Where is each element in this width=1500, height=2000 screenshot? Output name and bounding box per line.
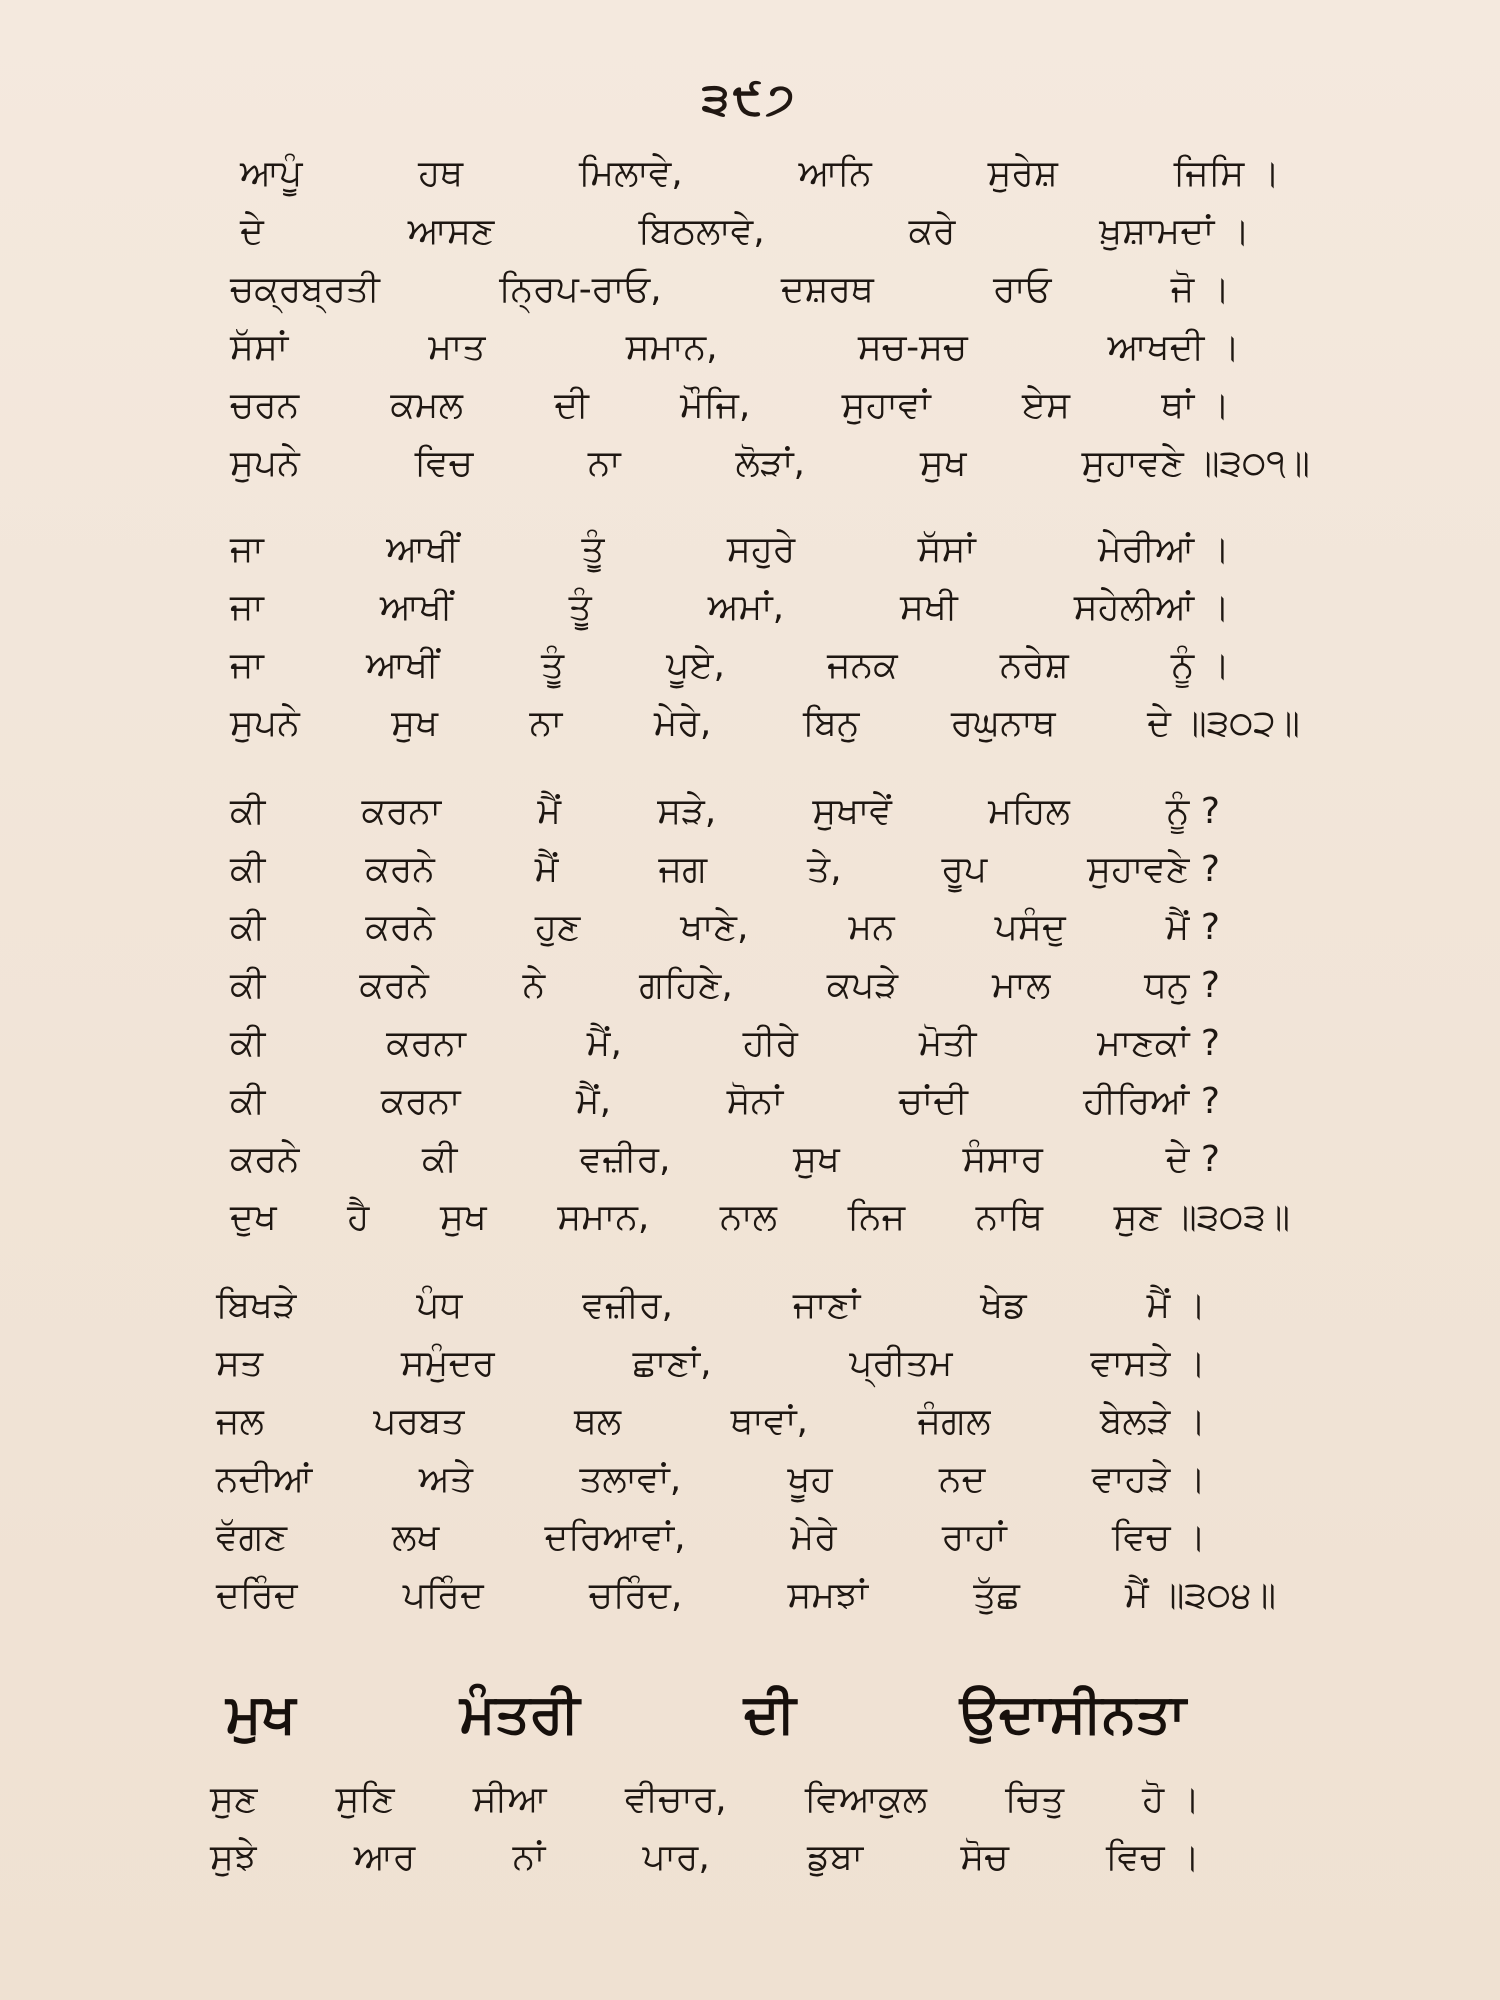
verse-line: [216, 1400, 1206, 1444]
verse-word: ਨੂੰ ।: [1170, 645, 1230, 686]
verse-word: ਕੀ: [230, 907, 266, 948]
verse-word: ਹੁਣ: [534, 907, 581, 948]
verse-word: ਕਮਲ: [390, 385, 463, 426]
verse-word: ਆਖੀਂ: [366, 645, 439, 686]
verse-word: ਪਸੰਦੁ: [994, 907, 1066, 948]
verse-word: ਜੋ ।: [1170, 269, 1230, 310]
verse-word: ਵਿਚ: [414, 443, 473, 484]
verse-word: ਕਰਨਾ: [386, 1023, 466, 1064]
verse-word: ਤੁੱਛ: [973, 1575, 1020, 1616]
verse-word: ਕਰਨਾ: [361, 791, 442, 832]
verse-word: ਛਾਣਾਂ,: [632, 1343, 712, 1384]
verse-word: ਮਨ: [848, 907, 895, 948]
verse-word: ਨਰੇਸ਼: [999, 645, 1069, 686]
verse-word: ਧਨੁ ?: [1144, 965, 1220, 1006]
verse-word: ਆਖਦੀ ।: [1107, 327, 1240, 368]
verse-word: ਮੋਤੀ: [918, 1023, 977, 1064]
verse-word: ਚਕ੍ਰਬ੍ਰਤੀ: [230, 269, 380, 310]
verse-word: ਕਰਨੇ: [365, 907, 435, 948]
verse-word: ਜਾਣਾਂ: [792, 1285, 861, 1326]
verse-word: ਵੱਗਣ: [216, 1517, 288, 1558]
verse-word: ਨਾਥਿ: [975, 1197, 1044, 1238]
verse-word: ਸੋਚ: [960, 1837, 1009, 1878]
verse-word: ਮੇਰੀਆਂ ।: [1098, 529, 1230, 570]
verse-line: [230, 442, 1310, 486]
verse-line: [230, 384, 1230, 428]
verse-word: ਏਸ: [1022, 385, 1070, 426]
verse-word: ਨਿਜ: [847, 1197, 906, 1238]
verse-line: [230, 790, 1220, 834]
verse-word: ਪਰਿੰਦ: [402, 1575, 484, 1616]
verse-word: ਨਦ: [939, 1459, 986, 1500]
verse-word: ਜਗ: [658, 849, 708, 890]
verse-word: ਮੇਰੇ: [790, 1517, 837, 1558]
verse-line: [240, 210, 1250, 254]
verse-word: ਤੇ,: [807, 849, 842, 890]
verse-word: ਸੀਆ: [472, 1779, 547, 1820]
verse-word: ਕਰਨੇ: [365, 849, 435, 890]
verse-word: ਸਹੇਲੀਆਂ ।: [1073, 587, 1230, 628]
verse-line: [210, 1778, 1200, 1822]
verse-word: ਆਨਿ: [798, 153, 872, 194]
verse-word: ਸੁਹਾਵਣੇ ॥੩੦੧॥: [1081, 443, 1310, 484]
verse-word: ਪੰਧ: [416, 1285, 463, 1326]
verse-word: ਜਿਸਿ ।: [1173, 153, 1280, 194]
verse-line: [230, 964, 1220, 1008]
verse-word: ਸੜੇ,: [657, 791, 717, 832]
verse-word: ਰਘੁਨਾਥ: [950, 703, 1056, 744]
verse-word: ਕੀ: [230, 1081, 266, 1122]
verse-word: ਆਖੀਂ: [386, 529, 460, 570]
verse-word: ਕਪੜੇ: [826, 965, 899, 1006]
verse-line: [230, 1022, 1220, 1066]
verse-word: ਨਾ: [529, 703, 563, 744]
verse-word: ਮਿਲਾਵੇ,: [578, 153, 683, 194]
verse-word: ਮੈਂ: [534, 849, 559, 890]
verse-word: ਡੁਬਾ: [806, 1837, 864, 1878]
section-heading: [226, 1680, 1186, 1748]
verse-word: ਸੁਝੇ: [210, 1837, 257, 1878]
verse-word: ਜੰਗਲ: [917, 1401, 991, 1442]
verse-word: ਸੁਣਿ: [335, 1779, 395, 1820]
verse-word: ਨਾ: [587, 443, 621, 484]
verse-word: ਵਿਚ ।: [1105, 1837, 1200, 1878]
verse-word: ਆਸਣ: [407, 211, 495, 252]
verse-word: ਮੈਂ,: [586, 1023, 622, 1064]
verse-word: ਲਖ: [392, 1517, 440, 1558]
verse-word: ਜਾ: [230, 587, 264, 628]
verse-line: [240, 152, 1280, 196]
verse-word: ਪ੍ਰੀਤਮ: [849, 1343, 953, 1384]
verse-word: ਪਾਰ,: [642, 1837, 710, 1878]
verse-word: ਤੂੰ: [541, 645, 565, 686]
verse-word: ਖੇਡ: [980, 1285, 1027, 1326]
verse-word: ਕੀ: [230, 1023, 266, 1064]
verse-word: ਮੈਂ: [537, 791, 562, 832]
verse-word: ਤੂੰ: [581, 529, 605, 570]
verse-word: ਸਚ-ਸਚ: [857, 327, 968, 368]
verse-word: ਰਾਓ: [993, 269, 1052, 310]
verse-word: ਹਥ: [418, 153, 464, 194]
verse-word: ਸੁਖਾਵੇਂ: [812, 791, 892, 832]
verse-word: ਸੁਣ: [210, 1779, 258, 1820]
verse-word: ਸਤ: [216, 1343, 264, 1384]
verse-word: ਨੂੰ ?: [1166, 791, 1220, 832]
heading-word: ਮੁਖ: [226, 1682, 296, 1745]
verse-word: ਥਾਵਾਂ,: [730, 1401, 808, 1442]
verse-word: ਦਸ਼ਰਥ: [780, 269, 874, 310]
verse-word: ਮਾਤ: [428, 327, 486, 368]
verse-word: ਸੁਹਾਵਣੇ ?: [1087, 849, 1220, 890]
verse-word: ਮਾਣਕਾਂ ?: [1097, 1023, 1220, 1064]
verse-line: [216, 1284, 1206, 1328]
heading-word: ਉਦਾਸੀਨਤਾ: [959, 1682, 1186, 1745]
verse-word: ਹੋ ।: [1142, 1779, 1200, 1820]
verse-word: ਚਰਨ: [230, 385, 300, 426]
verse-word: ਸਮਾਨ,: [557, 1197, 650, 1238]
verse-word: ਰੂਪ: [941, 849, 988, 890]
verse-word: ਵਿਆਕੁਲ: [804, 1779, 927, 1820]
verse-word: ਸੋਨਾਂ: [726, 1081, 784, 1122]
verse-word: ਸਮਝਾਂ: [787, 1575, 869, 1616]
verse-word: ਕਰਨੇ: [359, 965, 429, 1006]
verse-line: [230, 528, 1230, 572]
heading-word: ਦੀ: [743, 1682, 796, 1745]
page-number: ੩੯੭: [701, 74, 799, 125]
verse-word: ਸੁਹਾਵਾਂ: [841, 385, 931, 426]
verse-word: ਮੈਂ ।: [1146, 1285, 1206, 1326]
verse-word: ਗਹਿਣੇ,: [639, 965, 733, 1006]
verse-word: ਮੈਂ,: [575, 1081, 612, 1122]
verse-word: ਖੂਹ: [787, 1459, 833, 1500]
verse-line: [230, 326, 1240, 370]
verse-word: ਸੁਖ: [439, 1197, 487, 1238]
verse-word: ਨਦੀਆਂ: [216, 1459, 313, 1500]
verse-word: ਬਿਨੁ: [802, 703, 860, 744]
verse-word: ਅਮਾਂ,: [707, 587, 785, 628]
verse-word: ਮਹਿਲ: [988, 791, 1070, 832]
verse-word: ਸੁਖ: [919, 443, 967, 484]
verse-line: [210, 1836, 1200, 1880]
verse-word: ਜਾ: [230, 645, 264, 686]
verse-word: ਸੱਸਾਂ: [917, 529, 976, 570]
verse-word: ਵਾਸਤੇ ।: [1090, 1343, 1206, 1384]
verse-word: ਪੂਏ,: [666, 645, 725, 686]
verse-line: [230, 848, 1220, 892]
verse-word: ਦੁਖ: [230, 1197, 277, 1238]
verse-word: ਬਿਖੜੇ: [216, 1285, 297, 1326]
verse-word: ਮੈਂ ॥੩੦੪॥: [1125, 1575, 1276, 1616]
verse-word: ਹੀਰਿਆਂ ?: [1083, 1081, 1220, 1122]
verse-word: ਮੇਰੇ,: [653, 703, 712, 744]
verse-line: [230, 586, 1230, 630]
verse-word: ਸੁਪਨੇ: [230, 443, 300, 484]
verse-word: ਆਖੀਂ: [379, 587, 453, 628]
verse-word: ਮੈਂ ?: [1165, 907, 1220, 948]
verse-word: ਮਾਲ: [991, 965, 1051, 1006]
verse-word: ਦਰਿੰਦ: [216, 1575, 298, 1616]
verse-word: ਜਨਕ: [827, 645, 898, 686]
verse-word: ਨੇ: [522, 965, 546, 1006]
verse-word: ਦੇ: [240, 211, 264, 252]
verse-word: ਸੁਖ: [391, 703, 439, 744]
verse-word: ਵਿਚ ।: [1111, 1517, 1206, 1558]
verse-word: ਕੀ: [230, 965, 266, 1006]
verse-word: ਚਰਿੰਦ,: [588, 1575, 683, 1616]
verse-word: ਬਿਠਲਾਵੇ,: [638, 211, 765, 252]
verse-word: ਕਰਨਾ: [380, 1081, 461, 1122]
verse-word: ਕੀ: [230, 849, 266, 890]
verse-word: ਦੇ ?: [1165, 1139, 1220, 1180]
verse-word: ਮੌਜਿ,: [680, 385, 751, 426]
verse-word: ਪਰਬਤ: [373, 1401, 465, 1442]
verse-word: ਸੁਖ: [793, 1139, 840, 1180]
verse-word: ਚਿਤੁ: [1005, 1779, 1064, 1820]
verse-line: [230, 1080, 1220, 1124]
verse-word: ਨ੍ਰਿਪ-ਰਾਓ,: [499, 269, 662, 310]
verse-word: ਵਜ਼ੀਰ,: [579, 1139, 671, 1180]
verse-word: ਸੱਸਾਂ: [230, 327, 289, 368]
verse-word: ਵਾਹੜੇ ।: [1091, 1459, 1206, 1500]
verse-line: [216, 1458, 1206, 1502]
verse-word: ਵਜ਼ੀਰ,: [582, 1285, 673, 1326]
verse-word: ਨਾਲ: [719, 1197, 777, 1238]
verse-word: ਸਮੁੰਦਰ: [400, 1343, 495, 1384]
verse-word: ਤਲਾਵਾਂ,: [579, 1459, 682, 1500]
verse-word: ਸੁਣ ॥੩੦੩॥: [1113, 1197, 1290, 1238]
verse-word: ਆਪੂੰ: [240, 153, 303, 194]
verse-line: [230, 1196, 1290, 1240]
verse-line: [216, 1574, 1276, 1618]
verse-word: ਬੇਲੜੇ ।: [1099, 1401, 1206, 1442]
verse-word: ਥਾਂ ।: [1161, 385, 1230, 426]
verse-word: ਸਹੁਰੇ: [726, 529, 796, 570]
verse-line: [230, 644, 1230, 688]
verse-word: ਦੇ ॥੩੦੨॥: [1147, 703, 1300, 744]
verse-word: ਹੀਰੇ: [742, 1023, 798, 1064]
verse-word: ਸੰਸਾਰ: [962, 1139, 1044, 1180]
verse-word: ਸੁਪਨੇ: [230, 703, 300, 744]
verse-word: ਦੀ: [554, 385, 589, 426]
verse-word: ਸਖੀ: [900, 587, 958, 628]
verse-word: ਥਲ: [573, 1401, 622, 1442]
verse-word: ਅਤੇ: [418, 1459, 473, 1500]
verse-word: ਹੈ: [347, 1197, 370, 1238]
verse-word: ਕੀ: [421, 1139, 458, 1180]
verse-line: [230, 702, 1300, 746]
verse-line: [230, 1138, 1220, 1182]
verse-line: [230, 268, 1230, 312]
verse-word: ਚਾਂਦੀ: [898, 1081, 968, 1122]
verse-word: ਖਾਣੇ,: [680, 907, 749, 948]
verse-word: ਕਰੇ: [908, 211, 956, 252]
verse-word: ਨਾਂ: [512, 1837, 546, 1878]
verse-word: ਜਲ: [216, 1401, 264, 1442]
verse-word: ਜਾ: [230, 529, 264, 570]
verse-word: ਲੋੜਾਂ,: [735, 443, 805, 484]
verse-line: [216, 1516, 1206, 1560]
heading-word: ਮੰਤਰੀ: [459, 1682, 580, 1745]
verse-word: ਸੁਰੇਸ਼: [987, 153, 1058, 194]
verse-line: [216, 1342, 1206, 1386]
verse-word: ਖ਼ੁਸ਼ਾਮਦਾਂ ।: [1099, 211, 1250, 252]
verse-word: ਦਰਿਆਵਾਂ,: [544, 1517, 686, 1558]
verse-word: ਸਮਾਨ,: [625, 327, 718, 368]
verse-word: ਆਰ: [353, 1837, 416, 1878]
verse-word: ਰਾਹਾਂ: [941, 1517, 1007, 1558]
verse-word: ਕੀ: [230, 791, 266, 832]
verse-word: ਕਰਨੇ: [230, 1139, 300, 1180]
verse-word: ਤੂੰ: [568, 587, 592, 628]
verse-word: ਵੀਚਾਰ,: [624, 1779, 727, 1820]
verse-line: [230, 906, 1220, 950]
